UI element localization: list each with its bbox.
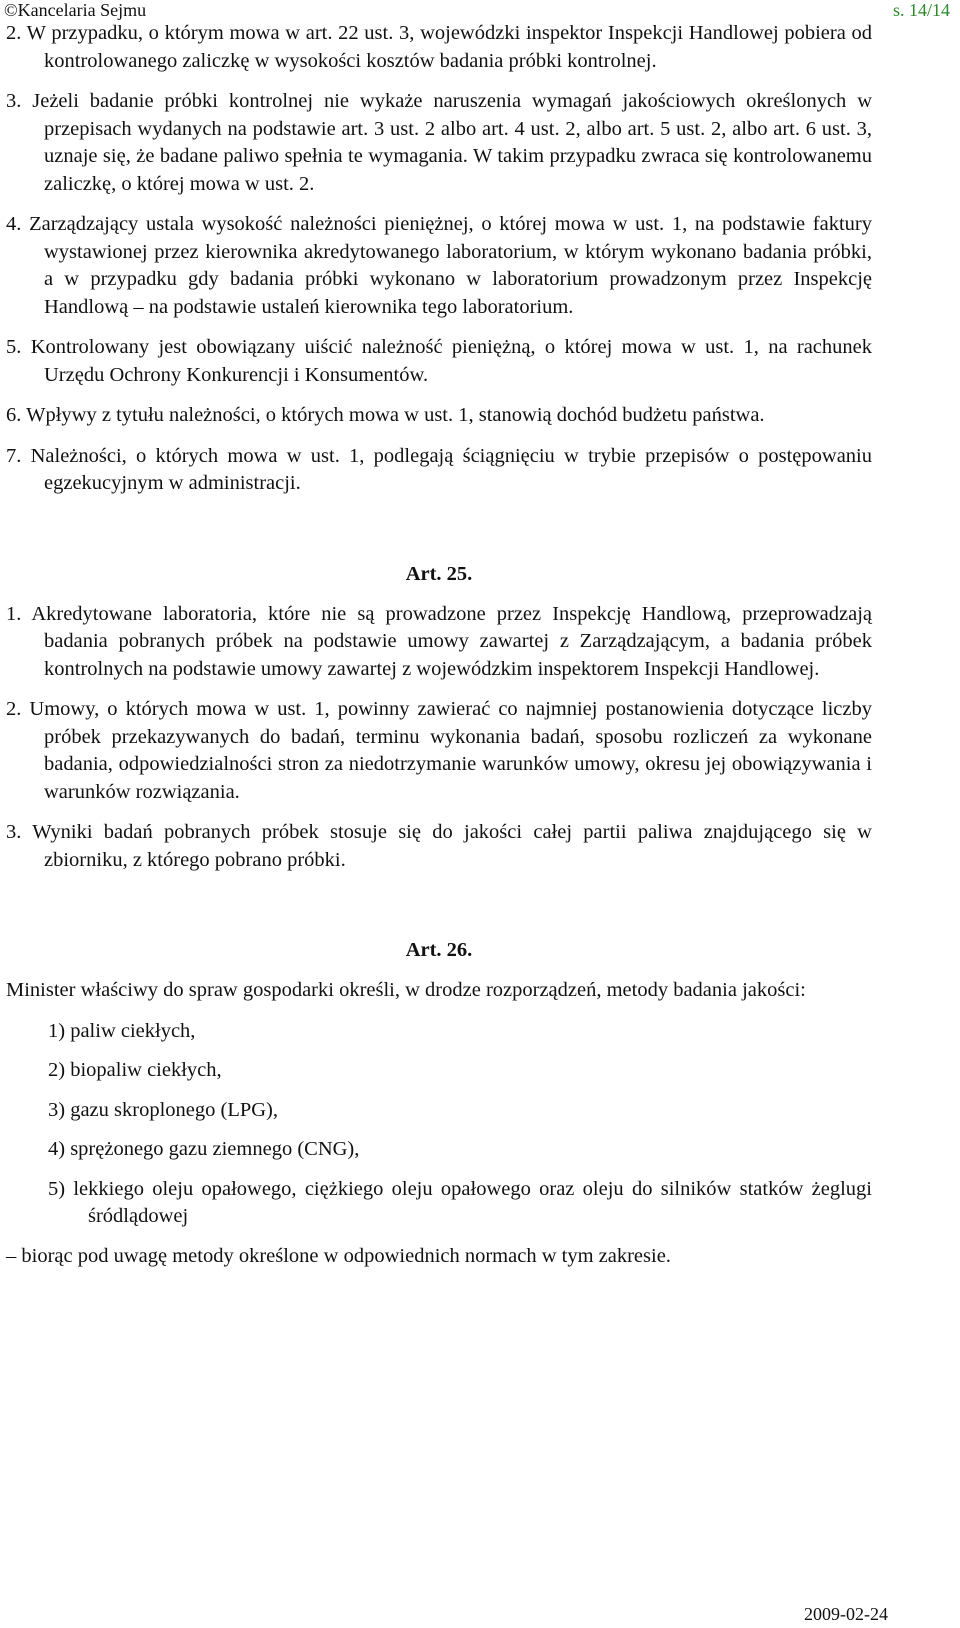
paragraph-2: 2. W przypadku, o którym mowa w art. 22 ust. 3, wojewódzki inspektor Inspekcji Handlowej pobiera od kontrolowanego zaliczkę w wysokości kosztów badania próbki kontrolnej.	[6, 22, 872, 72]
list-item: 5) lekkiego oleju opałowego, ciężkiego oleju opałowego oraz oleju do silników statków żeglugi śródlądowej	[48, 1177, 872, 1227]
page-number: s. 14/14	[892, 0, 950, 20]
paragraph-4: 4. Zarządzający ustala wysokość należności pieniężnej, o której mowa w ust. 1, na podstawie faktury wystawionej przez kierownika akredytowanego laboratorium, w którym wykonano badania próbki, a w przypadku gdy badania próbki wykonano w laboratorium prowadzonym przez Inspekcję Handlową – na podstawie ustaleń kierownika tego laboratorium.	[6, 213, 872, 318]
list-item: 1) paliw ciekłych,	[48, 1019, 196, 1042]
art26-intro: Minister właściwy do spraw gospodarki określi, w drodze rozporządzeń, metody badania jakości:	[6, 979, 806, 1001]
art25-paragraph-1: 1. Akredytowane laboratoria, które nie są prowadzone przez Inspekcję Handlową, przeprowadzają badania pobranych próbek na podstawie umowy zawartej z Zarządzającym, a badania próbek kontrolnych na podstawie umowy zawartej z wojewódzkim inspektorem Inspekcji Handlowej.	[6, 602, 872, 680]
art25-paragraph-2: 2. Umowy, o których mowa w ust. 1, powinny zawierać co najmniej postanowienia dotyczące liczby próbek przekazywanych do badań, terminu wykonania badań, sposobu rozliczeń za wykonane badania, odpowiedzialności stron za niedotrzymanie warunków umowy, okresu jej obowiązywania i warunków rozwiązania.	[6, 698, 872, 803]
paragraph-5: 5. Kontrolowany jest obowiązany uiścić należność pieniężną, o której mowa w ust. 1, na rachunek Urzędu Ochrony Konkurencji i Konsumentów.	[6, 336, 872, 386]
list-item: 3) gazu skroplonego (LPG),	[48, 1098, 279, 1121]
article-26-title: Art. 26.	[405, 939, 473, 961]
paragraph-7: 7. Należności, o których mowa w ust. 1, podlegają ściągnięciu w trybie przepisów o postępowaniu egzekucyjnym w administracji.	[6, 444, 872, 494]
header-copyright: ©Kancelaria Sejmu	[4, 0, 147, 20]
paragraph-6: 6. Wpływy z tytułu należności, o których mowa w ust. 1, stanowią dochód budżetu państwa.	[6, 404, 765, 426]
list-item: 2) biopaliw ciekłych,	[48, 1059, 222, 1081]
art26-closing: – biorąc pod uwagę metody określone w odpowiednich normach w tym zakresie.	[6, 1244, 671, 1267]
paragraph-3: 3. Jeżeli badanie próbki kontrolnej nie wykaże naruszenia wymagań jakościowych określonych w przepisach wydanych na podstawie art. 3 ust. 2 albo art. 4 ust. 2, albo art. 5 ust. 2, albo art. 6 ust. 3, uznaje się, że badane paliwo spełnia te wymagania. W takim przypadku zwraca się kontrolowanemu zaliczkę, o której mowa w ust. 2.	[6, 90, 872, 195]
art26-list	[6, 1018, 872, 1231]
article-25-title: Art. 25.	[405, 562, 473, 585]
footer-date: 2009-02-24	[804, 1604, 888, 1624]
list-item: 4) sprężonego gazu ziemnego (CNG),	[48, 1138, 360, 1160]
document-body	[6, 20, 872, 1270]
art25-paragraph-3: 3. Wyniki badań pobranych próbek stosuje się do jakości całej partii paliwa znajdującego się w zbiorniku, z którego pobrano próbki.	[6, 821, 872, 871]
